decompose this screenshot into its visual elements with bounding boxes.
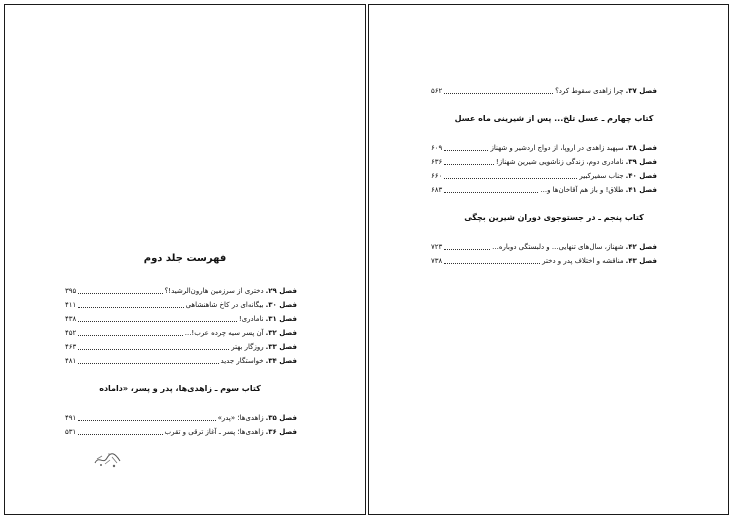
section-title: کتاب سوم ـ زاهدی‌ها، پدر و پسر، «داماده bbox=[99, 384, 261, 393]
chapter-number: فصل ۴۳. bbox=[625, 257, 657, 265]
section-title: کتاب پنجم ـ در جستوجوی دوران شیرین بچگی bbox=[464, 213, 644, 222]
dot-leader bbox=[78, 363, 218, 364]
page-number: ۴۶۳ bbox=[65, 343, 77, 351]
page-number: ۶۸۳ bbox=[431, 186, 443, 194]
dot-leader bbox=[78, 420, 215, 421]
chapter-title: بیگانه‌ای در کاخ شاهنشاهی bbox=[185, 301, 264, 309]
toc-entry-label bbox=[492, 241, 657, 253]
toc-entry[interactable] bbox=[65, 355, 297, 367]
toc-entry[interactable] bbox=[431, 156, 657, 168]
chapter-title: نامادری دوم، زندگی زناشویی شیرین شهناز! bbox=[495, 158, 624, 166]
chapter-number: فصل ۳۴. bbox=[265, 357, 297, 365]
chapter-title: روزگار بهتر bbox=[231, 343, 264, 351]
page-number: ۷۳۸ bbox=[431, 257, 443, 265]
dot-leader bbox=[78, 307, 183, 308]
dot-leader bbox=[444, 263, 540, 264]
chapter-title: زاهدی‌ها؛ «پدر» bbox=[217, 414, 264, 422]
chapter-title: خواستگار جدید bbox=[220, 357, 264, 365]
toc-entry[interactable] bbox=[65, 341, 297, 353]
toc-entry-label bbox=[555, 85, 657, 97]
chapter-number: فصل ۳۰. bbox=[265, 301, 297, 309]
toc-entry[interactable] bbox=[65, 327, 297, 339]
page-number: ۴۸۱ bbox=[65, 357, 77, 365]
page-number: ۵۶۲ bbox=[431, 87, 443, 95]
chapter-title: سپهبد زاهدی در اروپا، از دواج اردشیر و شهناز bbox=[490, 144, 624, 152]
toc-entry[interactable] bbox=[65, 285, 297, 297]
toc-entry-label bbox=[231, 341, 297, 353]
dot-leader bbox=[78, 321, 237, 322]
toc-entry[interactable] bbox=[431, 170, 657, 182]
toc-entry[interactable] bbox=[431, 142, 657, 154]
toc-entry-label bbox=[165, 285, 297, 297]
page-number: ۴۵۲ bbox=[65, 329, 77, 337]
page-number: ۶۳۶ bbox=[431, 158, 443, 166]
page-number: ۴۱۱ bbox=[65, 301, 77, 309]
toc-entry[interactable] bbox=[431, 184, 657, 196]
dot-leader bbox=[444, 249, 490, 250]
chapter-number: فصل ۳۵. bbox=[265, 414, 297, 422]
page-number: ۳۹۵ bbox=[65, 287, 77, 295]
chapter-title: چرا زاهدی سقوط کرد؟ bbox=[555, 87, 624, 95]
chapter-number: فصل ۴۰. bbox=[625, 172, 657, 180]
dot-leader bbox=[78, 293, 162, 294]
toc-entry[interactable] bbox=[65, 299, 297, 311]
chapter-title: زاهدی‌ها؛ پسر ـ آغاز ترقی و تقرب bbox=[164, 428, 264, 436]
toc-entry[interactable] bbox=[431, 241, 657, 253]
toc-entry-label bbox=[496, 156, 657, 168]
toc-entry-label bbox=[579, 170, 657, 182]
left-page bbox=[4, 4, 366, 515]
toc-entry-label bbox=[218, 412, 297, 424]
toc-entry-label bbox=[542, 255, 657, 267]
dot-leader bbox=[444, 192, 538, 193]
section-title: کتاب چهارم ـ عسل تلخ... پس از شیرینی ماه عسل bbox=[454, 114, 654, 123]
toc-entry[interactable] bbox=[65, 412, 297, 424]
page-number: ۷۲۳ bbox=[431, 243, 443, 251]
dot-leader bbox=[444, 178, 577, 179]
chapter-number: فصل ۳۷. bbox=[625, 87, 657, 95]
toc-entry-label bbox=[239, 313, 297, 325]
chapter-title: شهناز، سال‌های تنهایی... و دلبستگی دوباره... bbox=[492, 243, 624, 251]
toc-title: فهرست جلد دوم bbox=[143, 253, 227, 264]
toc-entry[interactable] bbox=[431, 255, 657, 267]
chapter-number: فصل ۲۹. bbox=[265, 287, 297, 295]
chapter-number: فصل ۳۸. bbox=[625, 144, 657, 152]
dot-leader bbox=[78, 335, 182, 336]
chapter-title: مناقشه و اختلاف پدر و دختر bbox=[542, 257, 624, 265]
toc-entry[interactable] bbox=[431, 85, 657, 97]
toc-entry-label bbox=[186, 299, 297, 311]
chapter-number: فصل ۴۲. bbox=[625, 243, 657, 251]
toc-entry[interactable] bbox=[65, 426, 297, 438]
chapter-number: فصل ۳۹. bbox=[625, 158, 657, 166]
toc-entry-label bbox=[185, 327, 297, 339]
chapter-title: دختری از سرزمین هارون‌الرشید!؟ bbox=[164, 287, 264, 295]
dot-leader bbox=[444, 93, 553, 94]
toc-entry-label bbox=[165, 426, 298, 438]
dot-leader bbox=[78, 349, 229, 350]
chapter-number: فصل ۳۱. bbox=[265, 315, 297, 323]
stamp-mark bbox=[93, 449, 123, 469]
chapter-number: فصل ۳۶. bbox=[265, 428, 297, 436]
page-number: ۴۳۸ bbox=[65, 315, 77, 323]
toc-entry-label bbox=[540, 184, 657, 196]
page-number: ۴۹۱ bbox=[65, 414, 77, 422]
dot-leader bbox=[78, 434, 162, 435]
toc-entry-label bbox=[221, 355, 297, 367]
page-number: ۵۳۱ bbox=[65, 428, 77, 436]
chapter-title: طلاق! و باز هم آقاخان‌ها و... bbox=[540, 186, 624, 194]
chapter-title: آن پسر سیه چرده عرب!... bbox=[184, 329, 264, 337]
chapter-title: نامادری! bbox=[238, 315, 264, 323]
dot-leader bbox=[444, 150, 488, 151]
toc-entry-label bbox=[490, 142, 657, 154]
chapter-number: فصل ۳۲. bbox=[265, 329, 297, 337]
page-number: ۶۰۹ bbox=[431, 144, 443, 152]
chapter-number: فصل ۴۱. bbox=[625, 186, 657, 194]
right-page bbox=[368, 4, 729, 515]
dot-leader bbox=[444, 164, 494, 165]
toc-entry[interactable] bbox=[65, 313, 297, 325]
chapter-title: جناب سفیرکبیر bbox=[579, 172, 624, 180]
page-number: ۶۶۰ bbox=[431, 172, 443, 180]
chapter-number: فصل ۳۳. bbox=[265, 343, 297, 351]
